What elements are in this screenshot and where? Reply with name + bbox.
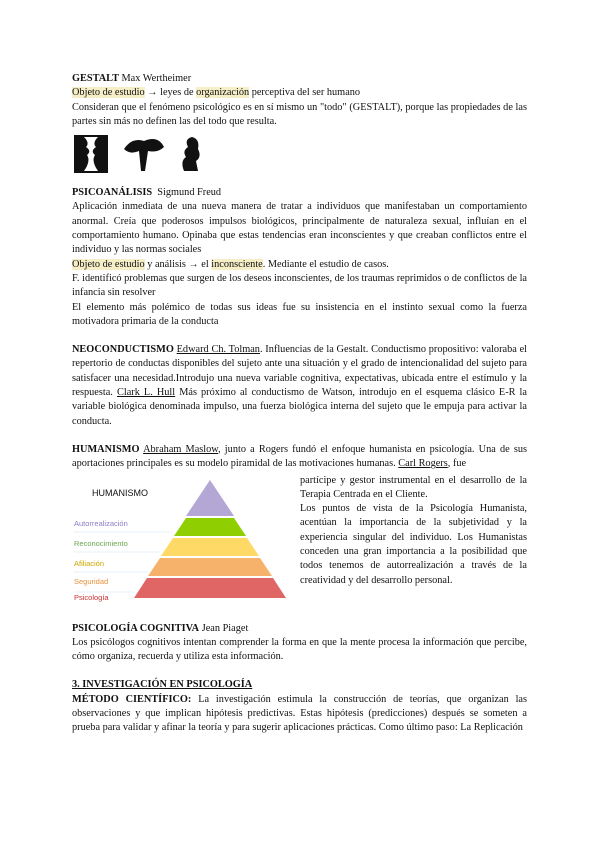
neo-text-2: Más próximo al conductismo de Watson, introdujo en el esquema clásico E-R la variable biológica denominada impulso, una fuerza biológica interna del sujeto que le empuja para activar la conducta. bbox=[72, 387, 527, 427]
cognitiva-heading bbox=[72, 622, 527, 636]
psicoanalisis-objeto-highlight: inconsciente bbox=[211, 258, 263, 270]
humanismo-side-paragraph-2: Los puntos de vista de la Psicología Humanista, acentúan la importancia de la subjetividad y la experiencia singular del individuo. Los Humanistas conceden una gran importancia a la posibilidad que todos tenemos de autorrealización a través de la creatividad y del desarrollo personal. bbox=[300, 503, 527, 586]
psicoanalisis-objeto-rest: . Mediante el estudio de casos. bbox=[262, 258, 389, 270]
gestalt-objeto-label: Objeto de estudio bbox=[72, 87, 145, 99]
gestalt-objeto-arrow: → leyes de bbox=[144, 87, 197, 99]
gestalt-objeto bbox=[72, 86, 527, 100]
humanismo-block bbox=[72, 474, 527, 620]
psicoanalisis-paragraph-1: Aplicación inmediata de una nueva manera de tratar a individuos que manifestaban un comportamiento anormal. Creía que poderosos impulsos biológicos, principalmente de naturaleza sexual, influían en el comportamiento humano. Opinaba que estas tendencias eran inconscientes y que creaban conflictos entre el individuo y las normas sociales bbox=[72, 201, 527, 256]
psicoanalisis-author: Sigmund Freud bbox=[157, 187, 222, 199]
humanismo-author-maslow: Abraham Maslow bbox=[143, 443, 219, 455]
psicoanalisis-objeto-mid: y análisis → el bbox=[144, 258, 212, 270]
pyramid-title: HUMANISMO bbox=[92, 487, 148, 498]
pyramid-label-psicologia: Psicología bbox=[74, 592, 109, 602]
neo-author-tolman: Edward Ch. Tolman bbox=[176, 344, 260, 356]
psicoanalisis-heading bbox=[72, 186, 527, 200]
pyramid-level-2 bbox=[174, 518, 246, 536]
pyramid-label-autorrealizacion: Autorrealización bbox=[74, 518, 128, 528]
pyramid-level-5 bbox=[134, 578, 286, 598]
pyramid-label-seguridad: Seguridad bbox=[74, 576, 109, 586]
neo-text-1: . Influencias de la Gestalt. Conductismo propositivo: valoraba el repertorio de conductas disponibles del sujeto ante una situación y el grado de intencionalidad del sujeto para satisfacer una necesidad.Introdujo una nueva variable cognitiva, expectativas, ubicada entre el estímulo y la respuesta. bbox=[72, 344, 528, 399]
psicoanalisis-paragraph-3: El elemento más polémico de todas sus ideas fue su insistencia en el instinto sexual como la fuerza motivadora primaria de la conducta bbox=[72, 301, 527, 327]
psicoanalisis-objeto-label: Objeto de estudio bbox=[72, 258, 145, 270]
humanismo-side-text bbox=[300, 474, 527, 588]
humanismo-title: HUMANISMO bbox=[72, 443, 140, 455]
pyramid-level-4 bbox=[148, 558, 272, 576]
pyramid-label-reconocimiento: Reconocimiento bbox=[74, 538, 128, 548]
gestalt-title: GESTALT bbox=[72, 73, 119, 84]
gestalt-illusions-image bbox=[72, 131, 204, 175]
document-page bbox=[72, 72, 527, 736]
metodo-cientifico-label: MÉTODO CIENTÍFICO: bbox=[72, 693, 192, 705]
cognitiva-title: PSICOLOGÍA COGNITIVA bbox=[72, 622, 200, 634]
investigacion-text: La investigación estimula la construcción de teorías, que organizan las observaciones y que implican hipótesis predictivas. Estas hipótesis (predicciones) después se someten a prueba para validar y afinar la teoría y para sugerir aplicaciones prácticas. Como último paso: La Replicación bbox=[72, 693, 528, 734]
humanismo-paragraph bbox=[72, 443, 527, 472]
humanismo-text-1: , junto a Rogers fundó el enfoque humanista en psicología. Una de sus aportaciones principales es su modelo piramidal de las motivaciones humanas. bbox=[72, 443, 527, 470]
humanismo-side-paragraph-1: partícipe y gestor instrumental en el desarrollo de la Terapia Centrada en el Cliente. bbox=[300, 474, 527, 500]
gestalt-author: Max Wertheimer bbox=[121, 73, 192, 84]
investigacion-heading: 3. INVESTIGACIÓN EN PSICOLOGÍA bbox=[72, 679, 253, 691]
neo-title: NEOCONDUCTISMO bbox=[72, 344, 174, 356]
investigacion-paragraph bbox=[72, 693, 527, 736]
pyramid-label-afiliacion: Afiliación bbox=[74, 558, 105, 568]
cognitiva-paragraph: Los psicólogos cognitivos intentan comprender la forma en que la mente procesa la información que percibe, cómo organiza, recuerda y utiliza esta información. bbox=[72, 636, 527, 663]
psicoanalisis-objeto bbox=[72, 258, 527, 272]
cognitiva-author: Jean Piaget bbox=[201, 622, 249, 634]
psicoanalisis-paragraph-2: F. identificó problemas que surgen de los deseos inconscientes, de los traumas reprimidos o de conflictos de la infancia sin resolver bbox=[72, 272, 527, 299]
gestalt-paragraph: Consideran que el fenómeno psicológico es en sí mismo un "todo" (GESTALT), porque las propiedades de las partes sin más no definen las del todo que resulta. bbox=[72, 101, 527, 127]
psicoanalisis-title: PSICOANÁLISIS bbox=[72, 187, 153, 199]
gestalt-objeto-highlight: organización bbox=[196, 87, 250, 99]
humanismo-text-2: , fue bbox=[447, 458, 467, 470]
gestalt-objeto-rest: perceptiva del ser humano bbox=[249, 87, 361, 99]
neo-paragraph bbox=[72, 343, 527, 429]
maslow-pyramid-image bbox=[72, 474, 292, 602]
neo-author-hull: Clark L. Hull bbox=[116, 387, 176, 399]
pyramid-level-3 bbox=[161, 538, 259, 556]
humanismo-author-rogers: Carl Rogers bbox=[398, 458, 448, 470]
gestalt-heading bbox=[72, 72, 527, 86]
